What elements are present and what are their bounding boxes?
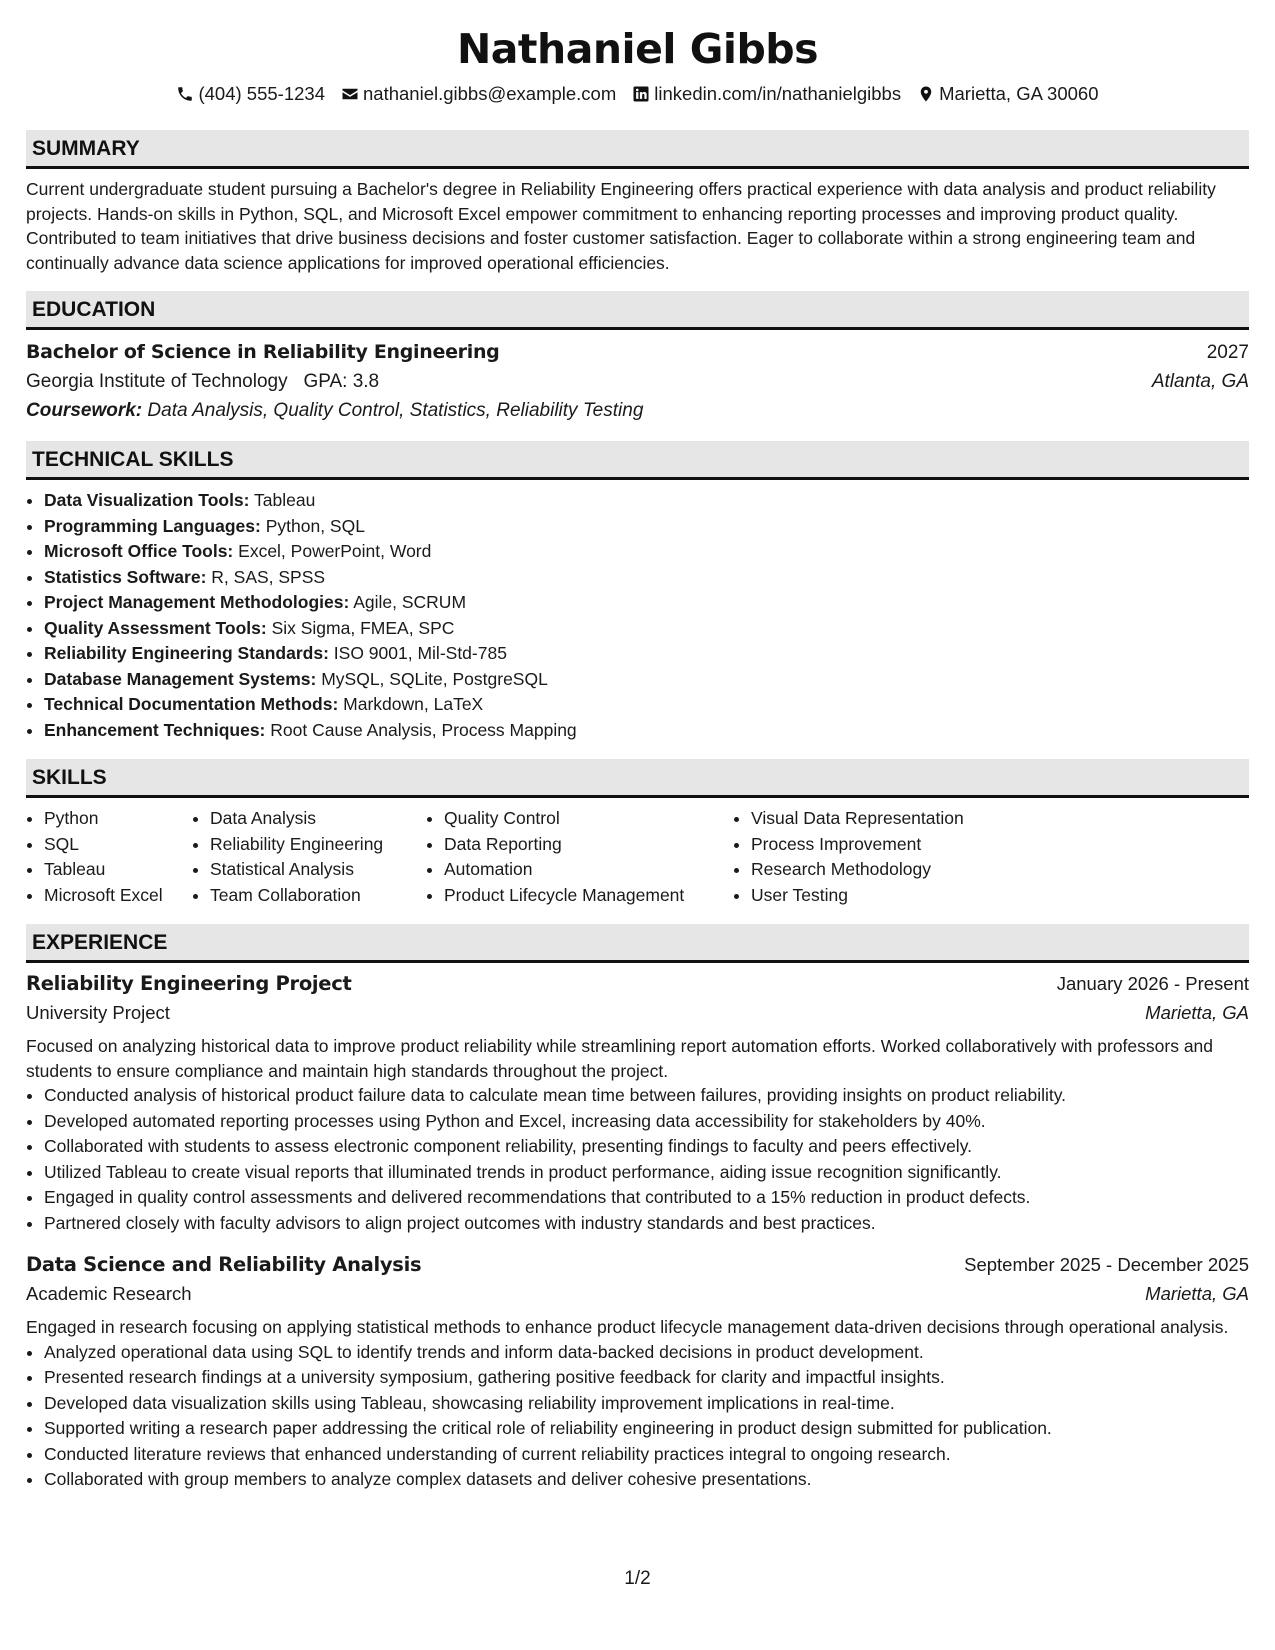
job-bullets bbox=[26, 1083, 1249, 1236]
skill-label: Programming Languages: bbox=[44, 515, 261, 536]
contact-location bbox=[917, 82, 1098, 106]
envelope-icon bbox=[341, 85, 359, 103]
job-location: Marietta, GA bbox=[1145, 1283, 1249, 1304]
linkedin-link[interactable]: linkedin.com/in/nathanielgibbs bbox=[654, 83, 902, 104]
list-item bbox=[44, 692, 1249, 718]
skill-label: Statistics Software: bbox=[44, 566, 207, 587]
skill-value: R, SAS, SPSS bbox=[211, 566, 326, 587]
job-date: January 2026 - Present bbox=[1056, 973, 1249, 994]
list-item: • Statistical Analysis bbox=[210, 857, 426, 883]
job-date: September 2025 - December 2025 bbox=[964, 1254, 1249, 1275]
experience-entry bbox=[26, 969, 1249, 1236]
contact-phone bbox=[176, 82, 325, 106]
education-section bbox=[26, 291, 1249, 425]
skill-value: Python, SQL bbox=[265, 515, 365, 536]
list-item: • Tableau bbox=[44, 857, 192, 883]
list-item: • Presented research findings at a university symposium, gathering positive feedback for clarity and impactful insights. bbox=[44, 1365, 1249, 1391]
experience-section bbox=[26, 924, 1249, 1493]
job-description: Focused on analyzing historical data to improve product reliability while streamlining report automation efforts. Worked collaboratively with professors and students to ensure compliance and maintain high standards throughout the project. bbox=[26, 1036, 1214, 1081]
list-item bbox=[44, 488, 1249, 514]
graduation-year: 2027 bbox=[1206, 342, 1249, 363]
list-item bbox=[44, 514, 1249, 540]
experience-entry bbox=[26, 1250, 1249, 1493]
page-number: 1/2 bbox=[624, 1568, 651, 1589]
list-item: • Engaged in quality control assessments and delivered recommendations that contributed to a 15% reduction in product defects. bbox=[44, 1185, 1249, 1211]
list-item: • Collaborated with group members to analyze complex datasets and deliver cohesive presentations. bbox=[44, 1467, 1249, 1493]
phone-icon bbox=[176, 85, 194, 103]
list-item: • SQL bbox=[44, 832, 192, 858]
list-item bbox=[44, 539, 1249, 565]
linkedin-icon bbox=[632, 85, 650, 103]
skill-label: Enhancement Techniques: bbox=[44, 719, 266, 740]
location-text: Marietta, GA 30060 bbox=[939, 83, 1099, 104]
list-item: • Automation bbox=[444, 857, 733, 883]
technical-skills-section bbox=[26, 441, 1249, 743]
skill-label: Database Management Systems: bbox=[44, 668, 317, 689]
list-item: • Supported writing a research paper addressing the critical role of reliability engineering in product design submitted for publication. bbox=[44, 1416, 1249, 1442]
gpa: GPA: 3.8 bbox=[303, 371, 380, 392]
list-item: • Data Reporting bbox=[444, 832, 733, 858]
section-title-technical-skills: TECHNICAL SKILLS bbox=[26, 441, 1249, 480]
summary-section bbox=[26, 130, 1249, 275]
list-item: • Team Collaboration bbox=[210, 883, 426, 909]
list-item: • Visual Data Representation bbox=[751, 806, 1051, 832]
list-item: • Data Analysis bbox=[210, 806, 426, 832]
list-item: • Developed data visualization skills using Tableau, showcasing reliability improvement implications in real-time. bbox=[44, 1391, 1249, 1417]
list-item: • Product Lifecycle Management bbox=[444, 883, 733, 909]
skill-value: ISO 9001, Mil-Std-785 bbox=[333, 643, 507, 663]
coursework-list: Data Analysis, Quality Control, Statistics, Reliability Testing bbox=[147, 400, 644, 421]
email-link[interactable]: nathaniel.gibbs@example.com bbox=[363, 83, 617, 104]
skills-column bbox=[733, 806, 1051, 908]
skill-label: Quality Assessment Tools: bbox=[44, 617, 267, 638]
technical-skills-list bbox=[26, 488, 1249, 743]
skill-value: Markdown, LaTeX bbox=[343, 694, 484, 714]
job-bullets bbox=[26, 1340, 1249, 1493]
skill-value: Six Sigma, FMEA, SPC bbox=[271, 617, 455, 638]
list-item: • Microsoft Excel bbox=[44, 883, 192, 909]
job-title: Data Science and Reliability Analysis bbox=[26, 1253, 422, 1276]
coursework-label: Coursework: bbox=[26, 400, 143, 421]
job-org: University Project bbox=[26, 1002, 170, 1023]
list-item bbox=[44, 565, 1249, 591]
skills-column bbox=[192, 806, 426, 908]
job-org: Academic Research bbox=[26, 1283, 192, 1304]
skill-value: Tableau bbox=[254, 490, 316, 510]
skill-label: Reliability Engineering Standards: bbox=[44, 643, 329, 663]
list-item: • Collaborated with students to assess electronic component reliability, presenting findings to faculty and peers effectively. bbox=[44, 1134, 1249, 1160]
list-item: • Conducted analysis of historical product failure data to calculate mean time between failures, providing insights on product reliability. bbox=[44, 1083, 1249, 1109]
education-entry bbox=[26, 338, 1249, 425]
section-title-experience: EXPERIENCE bbox=[26, 924, 1249, 963]
contact-linkedin bbox=[632, 82, 901, 106]
section-title-summary: SUMMARY bbox=[26, 130, 1249, 169]
skills-column bbox=[426, 806, 733, 908]
list-item: • Reliability Engineering bbox=[210, 832, 426, 858]
list-item: • Analyzed operational data using SQL to identify trends and inform data-backed decisions in product development. bbox=[44, 1340, 1249, 1366]
degree-title: Bachelor of Science in Reliability Engineering bbox=[26, 341, 500, 363]
list-item: • Conducted literature reviews that enhanced understanding of current reliability practices integral to ongoing research. bbox=[44, 1442, 1249, 1468]
contact-bar bbox=[26, 82, 1249, 106]
list-item: • Python bbox=[44, 806, 192, 832]
list-item: • Utilized Tableau to create visual reports that illuminated trends in product performance, aiding issue recognition significantly. bbox=[44, 1160, 1249, 1186]
list-item bbox=[44, 616, 1249, 642]
list-item: • Process Improvement bbox=[751, 832, 1051, 858]
list-item: • User Testing bbox=[751, 883, 1051, 909]
phone-number[interactable]: (404) 555-1234 bbox=[198, 83, 325, 104]
section-title-education: EDUCATION bbox=[26, 291, 1249, 330]
list-item: • Developed automated reporting processes using Python and Excel, increasing data accessibility for stakeholders by 40%. bbox=[44, 1109, 1249, 1135]
job-description: Engaged in research focusing on applying statistical methods to enhance product lifecycle management data-driven decisions through operational analysis. bbox=[26, 1317, 1229, 1337]
skill-value: Excel, PowerPoint, Word bbox=[238, 541, 432, 561]
skills-column bbox=[26, 806, 192, 908]
skill-label: Data Visualization Tools: bbox=[44, 490, 250, 510]
list-item bbox=[44, 718, 1249, 744]
job-title: Reliability Engineering Project bbox=[26, 972, 352, 995]
skill-label: Project Management Methodologies: bbox=[44, 592, 350, 612]
summary-text: Current undergraduate student pursuing a Bachelor's degree in Reliability Engineering offers practical experience with data analysis and product reliability projects. Hands-on skills in Python, SQL, and Microsoft Excel empower commitment to enhancing reporting processes and improving product quality. Contributed to team initiatives that drive business decisions and foster customer satisfaction. Eager to collaborate within a strong engineering team and continually advance data science applications for improved operational efficiencies. bbox=[26, 179, 1216, 273]
skill-value: Agile, SCRUM bbox=[353, 592, 467, 612]
skills-section bbox=[26, 759, 1249, 908]
school-name: Georgia Institute of Technology bbox=[26, 371, 288, 392]
candidate-name: Nathaniel Gibbs bbox=[456, 25, 819, 73]
section-title-skills: SKILLS bbox=[26, 759, 1249, 798]
skills-grid bbox=[26, 806, 1249, 908]
map-pin-icon bbox=[917, 85, 935, 103]
list-item: • Research Methodology bbox=[751, 857, 1051, 883]
list-item: • Partnered closely with faculty advisors to align project outcomes with industry standards and best practices. bbox=[44, 1211, 1249, 1237]
school-location: Atlanta, GA bbox=[1151, 371, 1249, 392]
contact-email bbox=[341, 82, 616, 106]
skill-value: MySQL, SQLite, PostgreSQL bbox=[321, 668, 548, 689]
job-location: Marietta, GA bbox=[1145, 1002, 1249, 1023]
list-item bbox=[44, 667, 1249, 693]
skill-label: Microsoft Office Tools: bbox=[44, 541, 234, 561]
skill-label: Technical Documentation Methods: bbox=[44, 694, 339, 714]
list-item bbox=[44, 590, 1249, 616]
list-item: • Quality Control bbox=[444, 806, 733, 832]
skill-value: Root Cause Analysis, Process Mapping bbox=[270, 719, 577, 740]
list-item bbox=[44, 641, 1249, 667]
